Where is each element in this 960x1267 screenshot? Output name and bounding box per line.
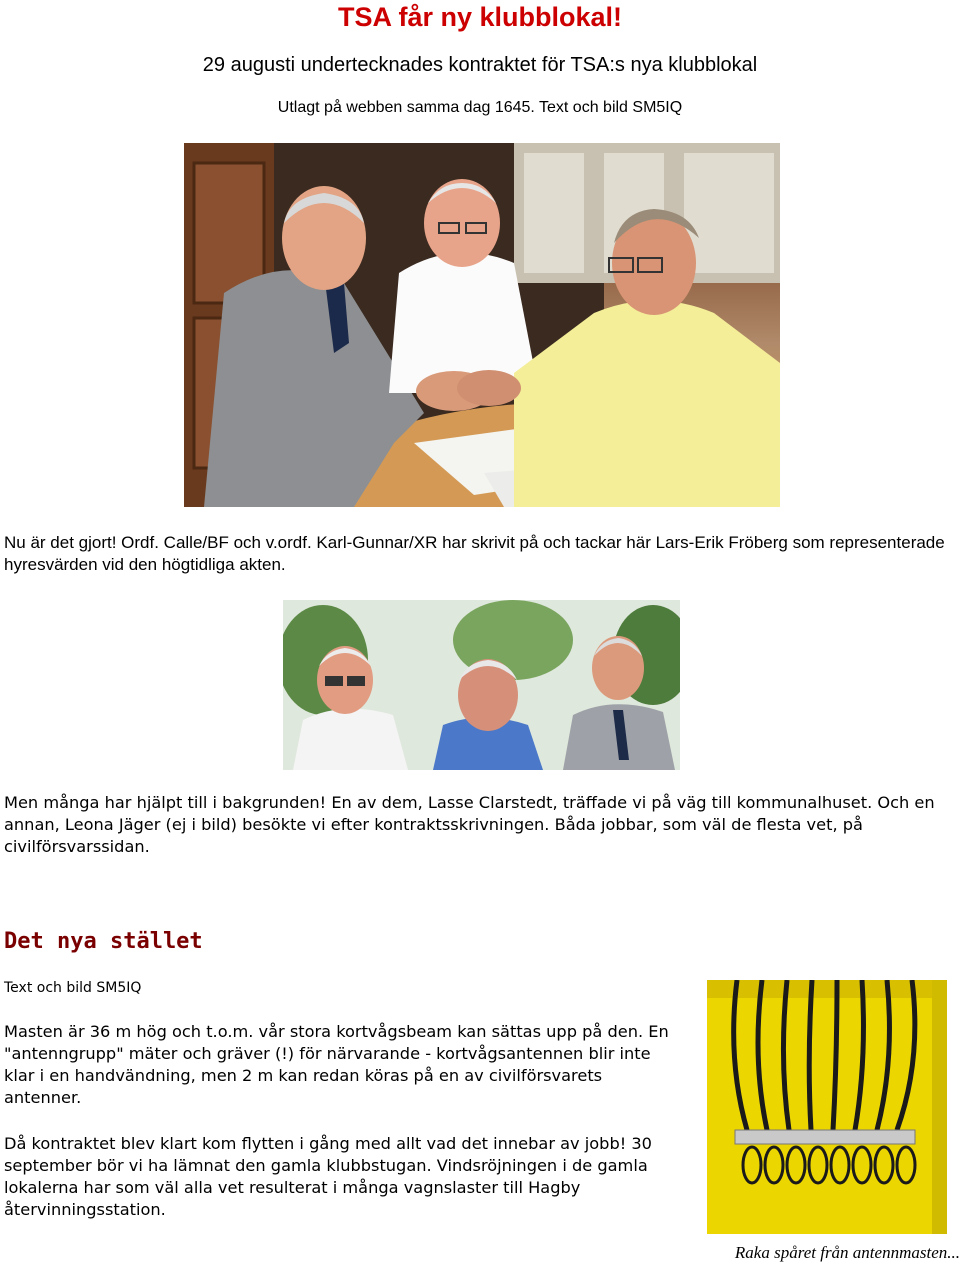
antenna-cables-photo-drawing: [707, 980, 947, 1234]
page-title: TSA får ny klubblokal!: [337, 2, 623, 32]
three-men-photo-drawing: [283, 600, 680, 770]
antenna-cables-photo: [707, 980, 947, 1234]
three-men-photo: [283, 600, 680, 770]
article-paragraph-1: Nu är det gjort! Ordf. Calle/BF och v.ordf. Karl-Gunnar/XR har skrivit på och tackar här Lars-Erik Fröberg som representerade hyresvärden vid den högtidliga akten.: [4, 533, 945, 574]
section-byline: Text och bild SM5IQ: [4, 980, 142, 996]
page-subtitle: 29 augusti undertecknades kontraktet för TSA:s nya klubblokal: [202, 54, 758, 76]
section-heading: Det nya stället: [4, 929, 203, 954]
section-paragraph-1: Masten är 36 m hög och t.o.m. vår stora kortvågsbeam kan sättas upp på den. En "antenngrupp" mäter och gräver (!) för närvarande - kortvågsantennen blir inte klar i en handvändning, men 2 m kan redan köras på en av civilförsvarets antenner.: [4, 1022, 669, 1107]
section-paragraph-2: Då kontraktet blev klart kom flytten i gång med allt vad det innebar av jobb! 30 september bör vi ha lämnat den gamla klubbstugan. Vindsröjningen i de gamla lokalerna har som väl alla vet resulterat i många vagnslaster till Hagby återvinningsstation.: [4, 1134, 652, 1219]
handshake-photo-drawing: [184, 143, 780, 507]
photo-caption: Raka spåret från antennmasten...: [734, 1243, 960, 1262]
page-byline: Utlagt på webben samma dag 1645. Text och bild SM5IQ: [277, 99, 683, 116]
article-paragraph-2: Men många har hjälpt till i bakgrunden! En av dem, Lasse Clarstedt, träffade vi på väg till kommunalhuset. Och en annan, Leona Jäger (ej i bild) besökte vi efter kontraktsskrivningen. Båda jobbar, som väl de flesta vet, på civilförsvarssidan.: [4, 793, 935, 856]
handshake-photo: [184, 143, 780, 507]
